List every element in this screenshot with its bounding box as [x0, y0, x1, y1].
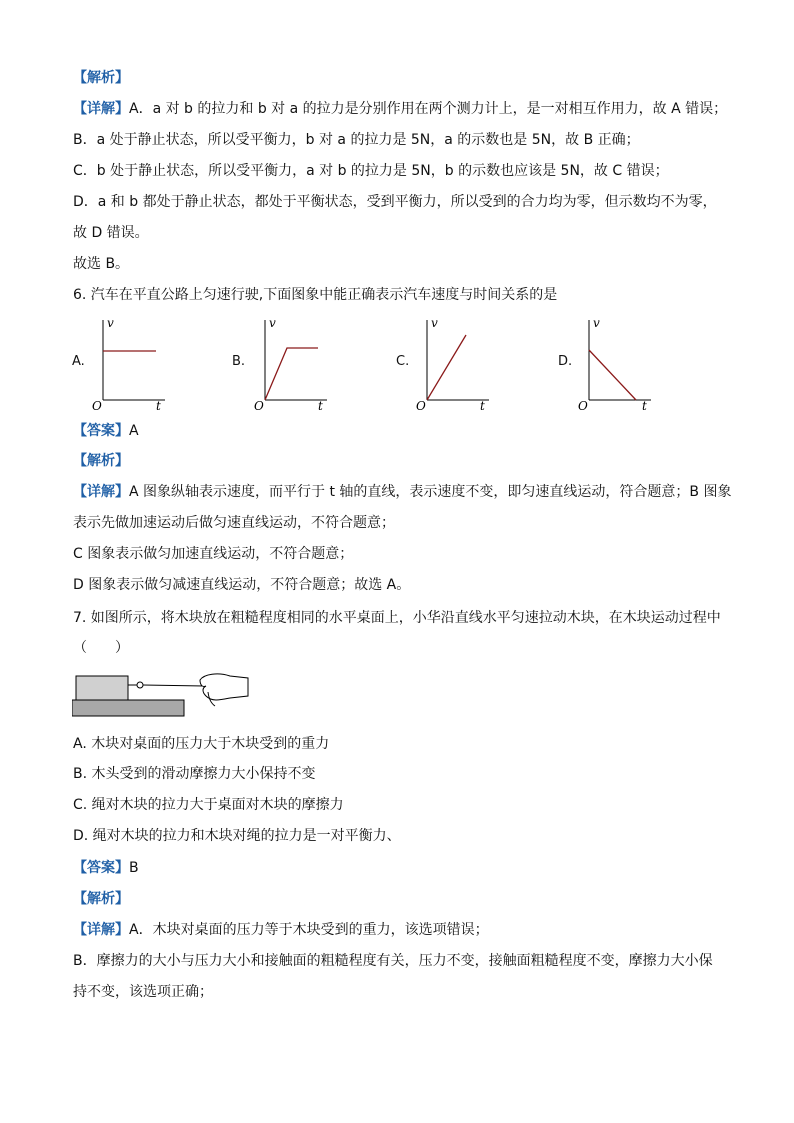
q7-option-d: D. 绳对木块的拉力和木块对绳的拉力是一对平衡力、: [73, 828, 401, 844]
axis-y-label: v: [593, 316, 600, 330]
graph-line-rise: [427, 335, 466, 400]
detail-line-3: C．b 处于静止状态，所以受平衡力，a 对 b 的拉力是 5N，b 的示数也应该是 5N，故 C 错误；: [73, 163, 669, 179]
q6-graph-b: [252, 315, 372, 410]
q6-graph-d-label: D.: [558, 354, 573, 369]
graph-line-rise-then-flat: [265, 348, 318, 400]
q7-detail-1: 【详解】A．木块对桌面的压力等于木块受到的重力，该选项错误；: [73, 922, 489, 938]
q6-graph-c-label: C.: [396, 354, 410, 369]
q7-detail-2: B．摩擦力的大小与压力大小和接触面的粗糙程度有关，压力不变，接触面粗糙程度不变，摩擦力大小保: [73, 953, 713, 969]
origin-label: O: [416, 399, 426, 410]
q6-graph-d: [576, 315, 696, 410]
origin-label: O: [578, 399, 588, 410]
axis-x-label: t: [156, 399, 161, 410]
q6-stem: 6. 汽车在平直公路上匀速行驶,下面图象中能正确表示汽车速度与时间关系的是: [73, 287, 558, 303]
graph-line-fall: [589, 350, 636, 400]
axis-y-label: v: [107, 316, 114, 330]
q6-detail-4: D 图象表示做匀减速直线运动，不符合题意；故选 A。: [73, 577, 411, 593]
detail-line-6: 故选 B。: [73, 256, 130, 272]
q7-figure: [72, 670, 252, 720]
origin-label: O: [92, 399, 102, 410]
q6-graph-a-label: A.: [72, 354, 85, 369]
hand-icon: [200, 674, 248, 700]
q7-option-c: C. 绳对木块的拉力大于桌面对木块的摩擦力: [73, 797, 344, 813]
q6-graph-b-label: B.: [232, 354, 246, 369]
q6-detail-2: 表示先做加速运动后做匀速直线运动，不符合题意；: [73, 515, 395, 531]
origin-label: O: [254, 399, 264, 410]
string: [143, 685, 204, 686]
wooden-block: [76, 676, 128, 700]
detail-line-2: B．a 处于静止状态，所以受平衡力，b 对 a 的拉力是 5N，a 的示数也是 5N，故 B 正确；: [73, 132, 640, 148]
axis-y-label: v: [431, 316, 438, 330]
axis-x-label: t: [480, 399, 485, 410]
q6-graph-a: [90, 315, 210, 410]
axis-x-label: t: [318, 399, 323, 410]
q7-bracket: （ ）: [73, 640, 129, 656]
q6-detail-3: C 图象表示做匀加速直线运动，不符合题意；: [73, 546, 354, 562]
q6-analysis-heading: 【解析】: [73, 453, 129, 469]
axis-x-label: t: [642, 399, 647, 410]
q7-option-b: B. 木头受到的滑动摩擦力大小保持不变: [73, 766, 316, 782]
q6-graph-c: [414, 315, 534, 410]
q7-detail-3: 持不变，该选项正确；: [73, 984, 213, 1000]
q7-option-a: A. 木块对桌面的压力大于木块受到的重力: [73, 736, 330, 752]
analysis-heading: 【解析】: [73, 70, 129, 86]
q7-stem: 7. 如图所示，将木块放在粗糙程度相同的水平桌面上，小华沿直线水平匀速拉动木块，在木块运动过程中: [73, 610, 721, 626]
q7-analysis-heading: 【解析】: [73, 891, 129, 907]
q6-detail-1: 【详解】A 图象纵轴表示速度，而平行于 t 轴的直线，表示速度不变，即匀速直线运动，符合题意；B 图象: [73, 484, 732, 500]
detail-line-4: D．a 和 b 都处于静止状态，都处于平衡状态，受到平衡力，所以受到的合力均为零，但示数均不为零，: [73, 194, 717, 210]
detail-line-5: 故 D 错误。: [73, 225, 149, 241]
table-surface: [72, 700, 184, 716]
detail-line-1: 【详解】A．a 对 b 的拉力和 b 对 a 的拉力是分别作用在两个测力计上，是一对相互作用力，故 A 错误；: [73, 101, 728, 117]
q6-answer: 【答案】A: [73, 423, 139, 439]
hook: [137, 682, 143, 688]
axis-y-label: v: [269, 316, 276, 330]
q7-answer: 【答案】B: [73, 860, 139, 876]
